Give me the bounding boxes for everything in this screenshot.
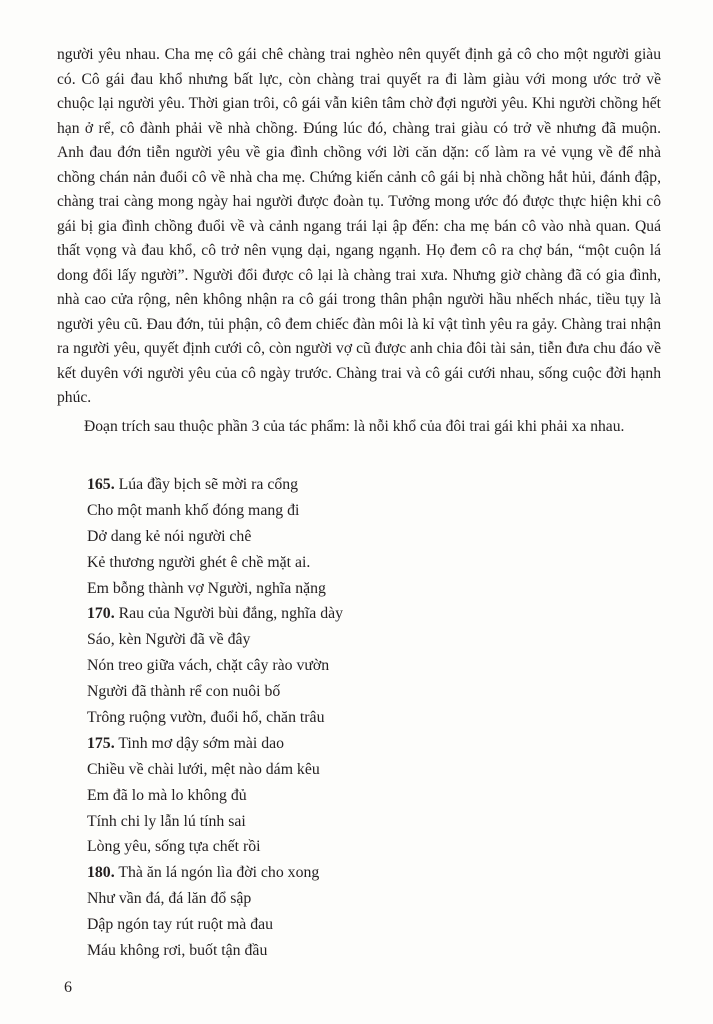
poem-line-text: Em bỗng thành vợ Người, nghĩa nặng [87,579,326,597]
poem-line-text: Máu không rơi, buốt tận đầu [87,942,268,960]
poem-line-text: Em đã lo mà lo không đủ [87,786,247,804]
poem-line-text: Như vần đá, đá lăn đổ sập [87,890,252,908]
line-number: 170. [87,605,115,623]
poem-line [87,498,647,524]
poem-line [87,938,647,964]
poem-line-text: Tinh mơ dậy sớm mài dao [114,734,285,752]
poem-line-text: Chiều về chài lưới, mệt nào dám kêu [87,760,320,778]
poem-line-text: Tính chi ly lẫn lú tính sai [87,812,246,830]
line-number: 175. [87,734,115,752]
poem-line-text: Rau của Người bùi đắng, nghĩa dày [114,605,344,623]
poem-line [87,705,647,731]
poem-line [87,550,647,576]
poem-line [87,834,647,860]
poem-line [87,809,647,835]
poem-line-text: Lòng yêu, sống tựa chết rồi [87,838,261,856]
summary-text [57,43,661,439]
poem-line-text: Kẻ thương người ghét ê chề mặt ai. [87,553,311,571]
poem-line [87,757,647,783]
poem-line-text: Lúa đầy bịch sẽ mời ra cổng [114,476,299,493]
poem-line [87,783,647,809]
poem-line-text: Sáo, kèn Người đã về đây [87,631,251,649]
poem-line [87,653,647,679]
poem-line-text: Dập ngón tay rút ruột mà đau [87,916,274,934]
poem-line [87,860,647,886]
poem-line-text: Người đã thành rể con nuôi bố [87,683,281,701]
poem-line-text: Thà ăn lá ngón lìa đời cho xong [114,864,320,882]
poem-line [87,731,647,757]
page-number: 6 [64,979,72,996]
line-number: 180. [87,864,115,882]
poem-line-text: Dở dang kẻ nói người chê [87,527,252,545]
summary-paragraph: người yêu nhau. Cha mẹ cô gái chê chàng trai nghèo nên quyết định gả cô cho một người giàu có. Cô gái đau khổ nhưng bất lực, còn chàng trai quyết ra đi làm giàu với mong ước trở về chuộc lại người yêu. Thời gian trôi, cô gái vẫn kiên tâm chờ đợi người yêu. Khi người chồng hết hạn ở rể, cô đành phải về nhà chồng. Đúng lúc đó, chàng trai giàu có trở về nhưng đã muộn. Anh đau đớn tiễn người yêu về gia đình chồng với lời căn dặn: cố làm ra vẻ vụng về để nhà chồng chán nản đuổi cô về nhà cha mẹ. Chứng kiến cảnh cô gái bị nhà chồng hắt hủi, đánh đập, chàng trai càng mong ngày hai người được đoàn tụ. Tưởng mong ước đó được thực hiện khi cô gái bị gia đình chồng đuổi về và cảnh ngang trái lại ập đến: cha mẹ bán cô vào nhà quan. Quá thất vọng và đau khổ, cô trở nên vụng dại, ngang ngạnh. Họ đem cô ra chợ bán, “một cuộn lá dong đổi lấy người”. Người đổi được cô lại là chàng trai xưa. Nhưng giờ chàng đã có gia đình, nhà cao cửa rộng, nên không nhận ra cô gái trong thân phận người hầu nhếch nhác, tiều tụy là người yêu cũ. Đau đớn, tủi phận, cô đem chiếc đàn môi là kỉ vật tình yêu ra gảy. Chàng trai nhận ra người yêu, quyết định cưới cô, còn người vợ cũ được anh chia đôi tài sản, tiễn đưa chu đáo về kết duyên với người yêu của cô ngày trước. Chàng trai và cô gái cưới nhau, sống cuộc đời hạnh phúc. [57,46,661,406]
poem-line-text: Nón treo giữa vách, chặt cây rào vườn [87,657,330,675]
poem-line [87,524,647,550]
poem-line-text: Cho một manh khố đóng mang đi [87,501,300,519]
poem-line [87,679,647,705]
excerpt-intro-paragraph: Đoạn trích sau thuộc phần 3 của tác phẩm: là nỗi khổ của đôi trai gái khi phải xa nhau. [84,417,625,435]
poem-line [87,912,647,938]
line-number: 165. [87,476,115,493]
poem-line [87,472,647,498]
poem-line [87,627,647,653]
poem-excerpt [87,472,647,964]
poem-line [87,886,647,912]
poem-line [87,601,647,627]
poem-line [87,576,647,602]
poem-line-text: Trông ruộng vườn, đuổi hổ, chăn trâu [87,709,325,727]
